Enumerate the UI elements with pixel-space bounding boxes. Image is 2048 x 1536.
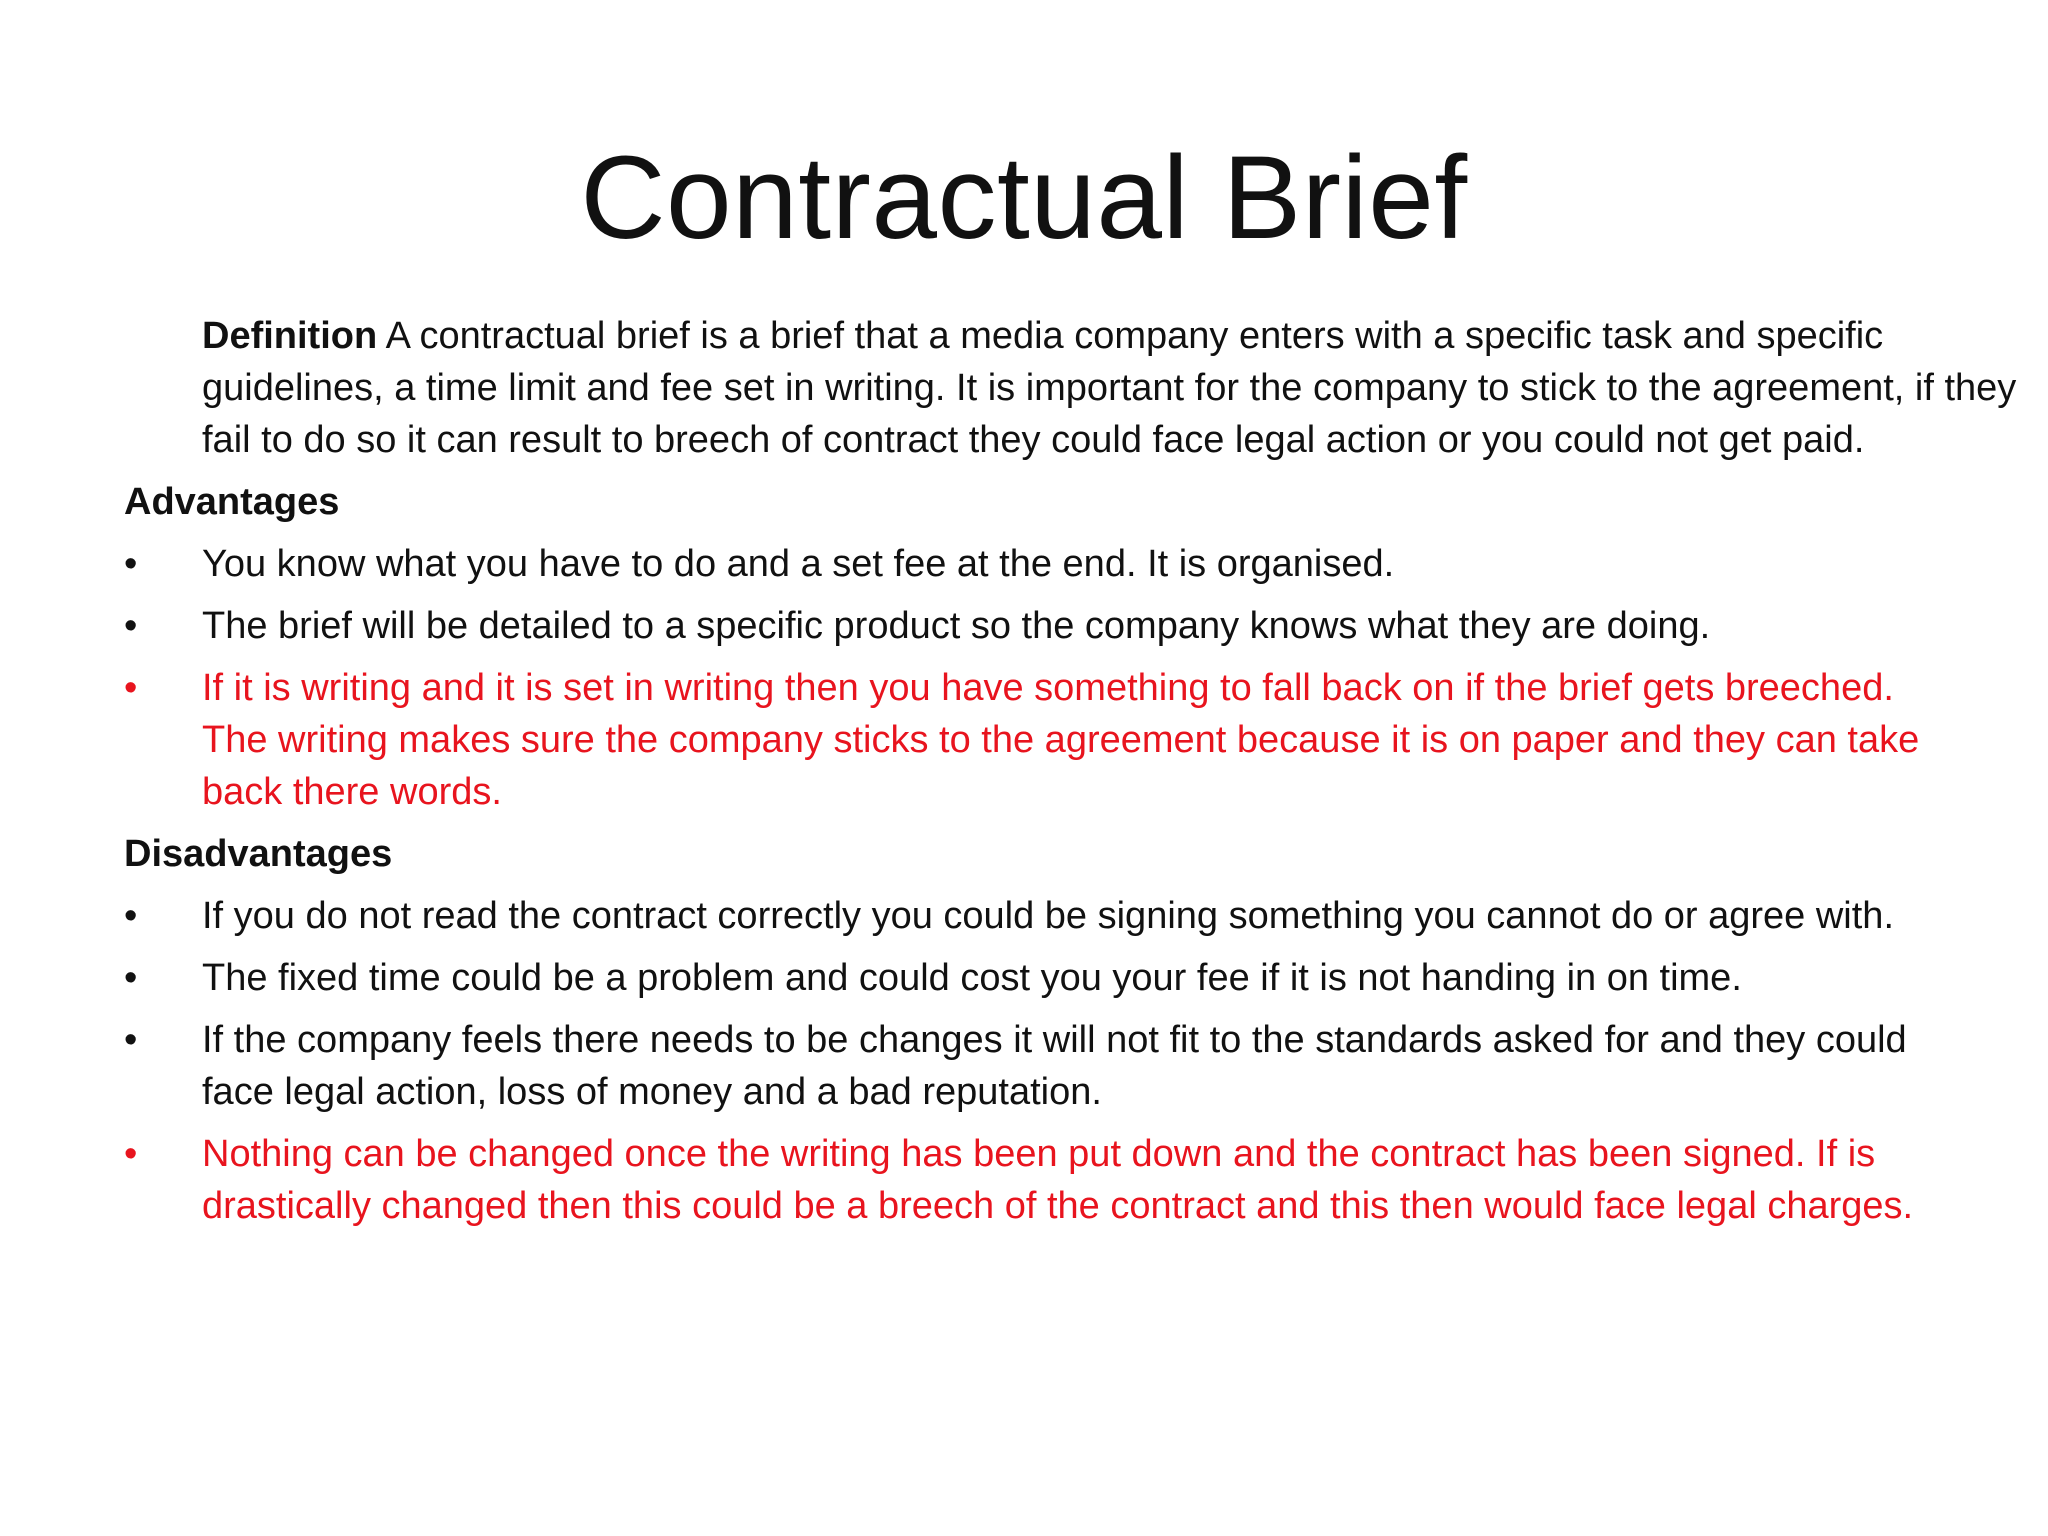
advantage-text: You know what you have to do and a set fee at the end. It is organised.	[202, 543, 1395, 585]
advantage-item	[124, 600, 1944, 652]
bullet-icon: •	[124, 1133, 138, 1175]
disadvantages-list	[124, 890, 1944, 1232]
disadvantage-text: If you do not read the contract correctly you could be signing something you cannot do or agree with.	[202, 895, 1895, 937]
disadvantage-item-highlighted	[124, 1128, 1944, 1232]
slide-title: Contractual Brief	[580, 132, 1468, 264]
disadvantage-item	[124, 890, 1944, 942]
disadvantage-item	[124, 952, 1944, 1004]
slide-content	[124, 310, 2017, 1242]
definition-paragraph	[202, 310, 2048, 466]
bullet-icon: •	[124, 605, 138, 647]
bullet-icon: •	[124, 957, 138, 999]
disadvantage-text: The fixed time could be a problem and could cost you your fee if it is not handing in on time.	[202, 957, 1742, 999]
advantage-item	[124, 538, 1944, 590]
advantages-heading: Advantages	[124, 481, 340, 523]
disadvantage-text: If the company feels there needs to be changes it will not fit to the standards asked for and they could face legal action, loss of money and a bad reputation.	[202, 1019, 1907, 1113]
disadvantages-heading: Disadvantages	[124, 833, 393, 875]
advantages-list	[124, 538, 1944, 818]
bullet-icon: •	[124, 543, 138, 585]
advantage-text: If it is writing and it is set in writing then you have something to fall back on if the brief gets breeched. The writing makes sure the company sticks to the agreement because it is on paper and they can take back there words.	[202, 667, 1920, 813]
definition-text: A contractual brief is a brief that a media company enters with a specific task and specific guidelines, a time limit and fee set in writing. It is important for the company to stick to the agreement, if they fail to do so it can result to breech of contract they could face legal action or you could not get paid.	[202, 315, 2017, 461]
disadvantage-item	[124, 1014, 1944, 1118]
disadvantage-text: Nothing can be changed once the writing has been put down and the contract has been signed. If is drastically changed then this could be a breech of the contract and this then would face legal charges.	[202, 1133, 1914, 1227]
bullet-icon: •	[124, 1019, 138, 1061]
bullet-icon: •	[124, 667, 138, 709]
definition-term: Definition	[202, 315, 378, 357]
bullet-icon: •	[124, 895, 138, 937]
advantage-text: The brief will be detailed to a specific product so the company knows what they are doing.	[202, 605, 1711, 647]
advantage-item-highlighted	[124, 662, 1944, 818]
